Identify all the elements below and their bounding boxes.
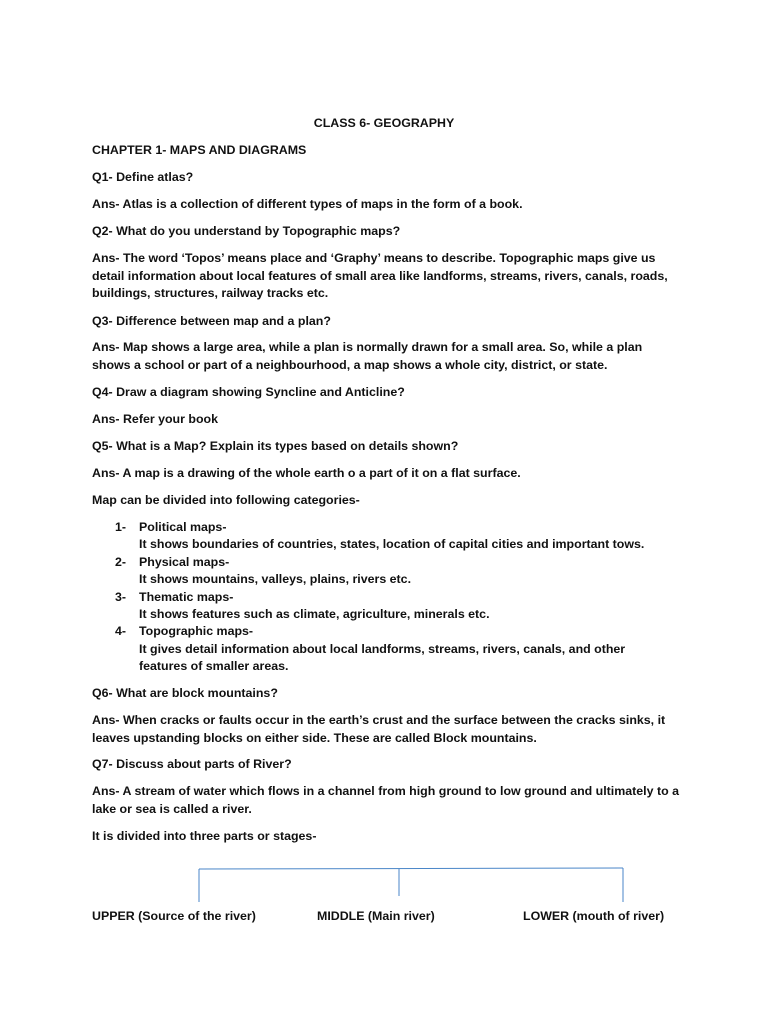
question-1: Q1- Define atlas? xyxy=(92,170,194,184)
question-2: Q2- What do you understand by Topographic maps? xyxy=(92,224,401,238)
answer-4: Ans- Refer your book xyxy=(92,412,218,426)
stages-intro: It is divided into three parts or stages- xyxy=(92,829,317,843)
answer-5: Ans- A map is a drawing of the whole earth o a part of it on a flat surface. xyxy=(92,466,521,480)
list-item: 1- Political maps- It shows boundaries of countries, states, location of capital cities and important tows. xyxy=(115,519,675,554)
stage-upper: UPPER (Source of the river) xyxy=(92,909,256,923)
answer-2: Ans- The word ‘Topos’ means place and ‘Graphy’ means to describe. Topographic maps give us detail information about local features of small area like landforms, streams, rivers, canals, roads, buildings, structures, railway tracks etc. xyxy=(92,251,668,301)
stage-lower: LOWER (mouth of river) xyxy=(523,909,665,923)
map-type-desc: It shows mountains, valleys, plains, rivers etc. xyxy=(139,572,412,587)
chapter-heading: CHAPTER 1- MAPS AND DIAGRAMS xyxy=(92,143,307,157)
answer-1: Ans- Atlas is a collection of different types of maps in the form of a book. xyxy=(92,197,523,211)
map-type-title: Physical maps- xyxy=(139,554,230,569)
map-type-desc: It gives detail information about local landforms, streams, rivers, canals, and other features of smaller areas. xyxy=(139,641,626,674)
question-6: Q6- What are block mountains? xyxy=(92,686,278,700)
stage-middle: MIDDLE (Main river) xyxy=(317,909,435,923)
question-7: Q7- Discuss about parts of River? xyxy=(92,757,292,771)
map-type-desc: It shows features such as climate, agriculture, minerals etc. xyxy=(139,607,490,622)
list-item: 4- Topographic maps- It gives detail information about local landforms, streams, rivers, canals, and other features of smaller areas. xyxy=(115,623,675,675)
list-item: 3- Thematic maps- It shows features such as climate, agriculture, minerals etc. xyxy=(115,589,675,624)
map-type-title: Topographic maps- xyxy=(139,624,254,639)
question-5: Q5- What is a Map? Explain its types based on details shown? xyxy=(92,439,459,453)
question-3: Q3- Difference between map and a plan? xyxy=(92,314,331,328)
map-type-title: Thematic maps- xyxy=(139,589,234,604)
map-type-title: Political maps- xyxy=(139,520,227,534)
categories-intro: Map can be divided into following categories- xyxy=(92,493,360,507)
answer-6: Ans- When cracks or faults occur in the earth’s crust and the surface between the cracks sinks, it leaves upstanding blocks on either side. These are called Block mountains. xyxy=(92,713,666,745)
horizontal-connector xyxy=(199,868,623,869)
map-types-list xyxy=(115,519,675,676)
list-item: 2- Physical maps- It shows mountains, valleys, plains, rivers etc. xyxy=(115,554,675,589)
answer-7: Ans- A stream of water which flows in a channel from high ground to low ground and ultimately to a lake or sea is called a river. xyxy=(92,784,679,816)
class-title: CLASS 6- GEOGRAPHY xyxy=(313,116,455,130)
question-4: Q4- Draw a diagram showing Syncline and Anticline? xyxy=(92,385,405,399)
map-type-desc: It shows boundaries of countries, states, location of capital cities and important tows. xyxy=(139,537,645,552)
answer-3: Ans- Map shows a large area, while a plan is normally drawn for a small area. So, while a plan shows a school or part of a neighbourhood, a map shows a whole city, district, or state. xyxy=(92,340,643,372)
